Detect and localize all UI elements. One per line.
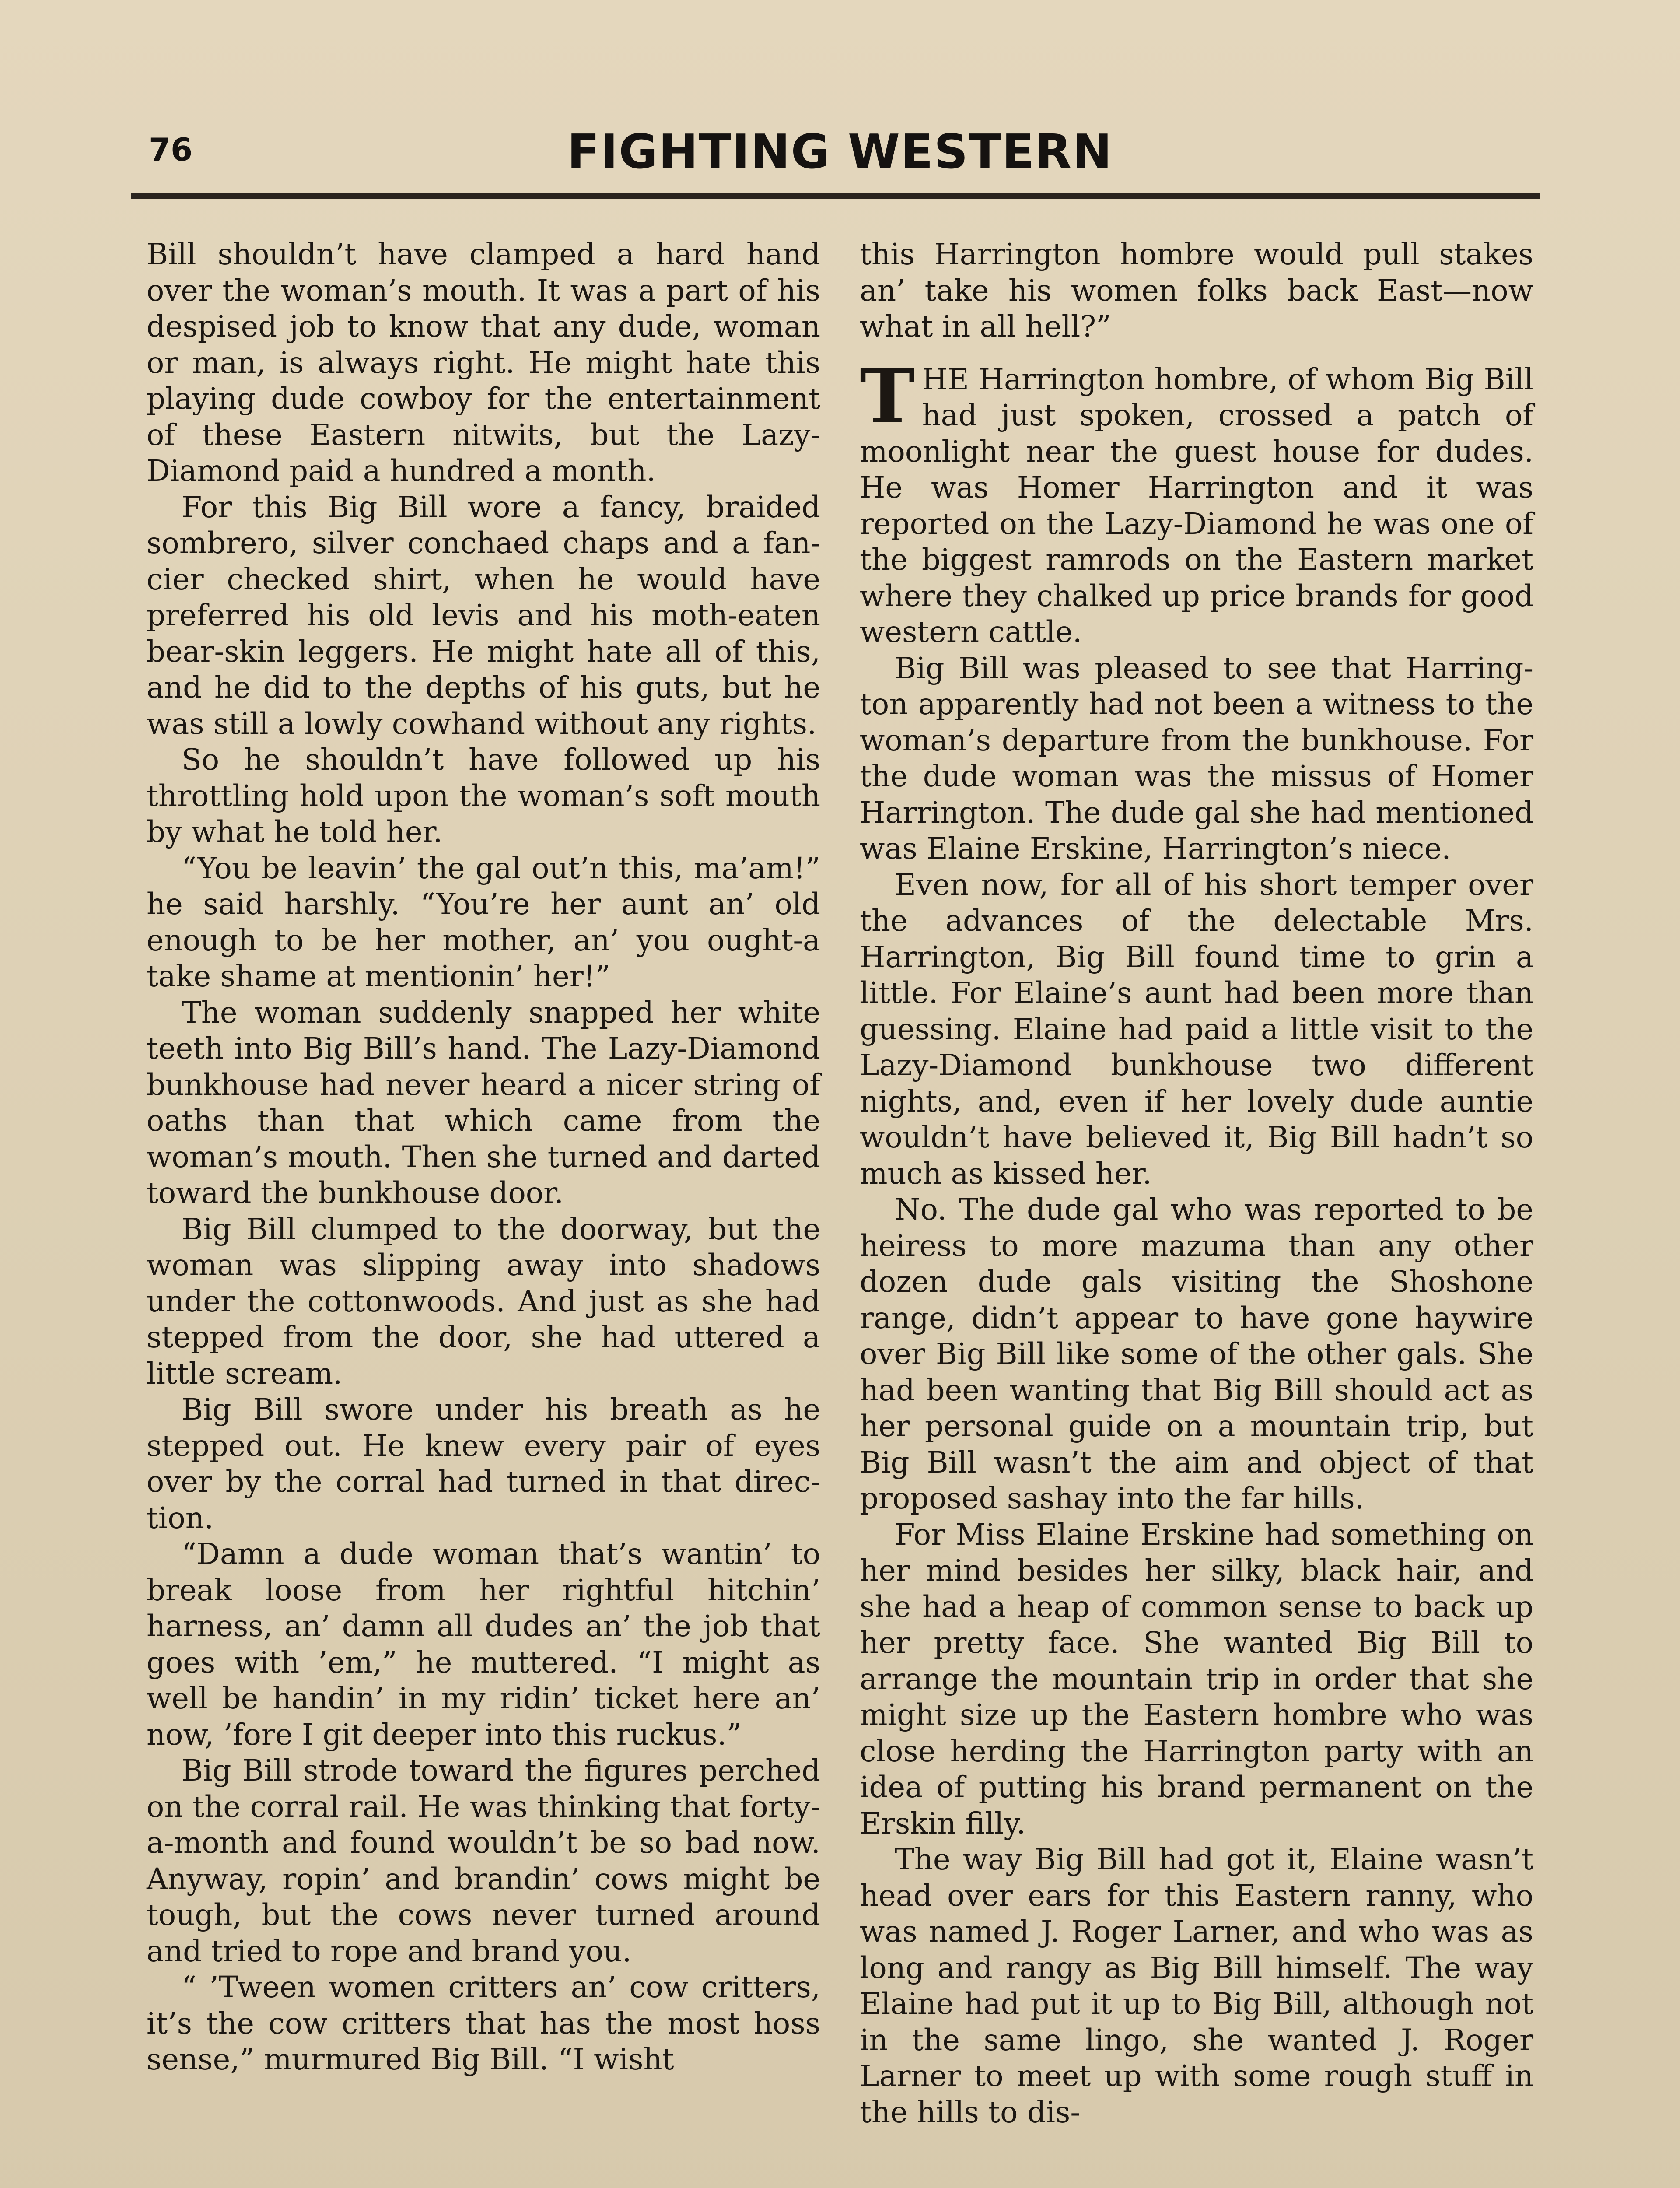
paragraph: “You be leavin’ the gal out’n this, ma’am!” he said harshly. “You’re her aunt an’ old enough to be her mother, an’ you ought-a take shame at mentionin’ her!” (147, 851, 820, 993)
paragraph: So he shouldn’t have followed up his throttling hold upon the woman’s soft mouth by what he told her. (147, 743, 820, 849)
paragraph: The way Big Bill had got it, Elaine wasn’t head over ears for this Eastern ranny, who was named J. Roger Larner, and who was as long and rangy as Big Bill himself. The way Elaine had put it up to Big Bill, although not in the same lingo, she wanted J. Roger Larner to meet up with some rough stuff in the hills to dis- (860, 1842, 1533, 2129)
paragraph: The woman suddenly snapped her white teeth into Big Bill’s hand. The Lazy-Diamond bunkhouse had never heard a nicer string of oaths than that which came from the woman’s mouth. Then she turned and darted toward the bunkhouse door. (147, 995, 820, 1210)
section-opening-text: HE Harrington hombre, of whom Big Bill had just spoken, crossed a patch of moonlight near the guest house for dudes. He was Homer Harrington and it was reported on the Lazy-Diamond he was one of the biggest ramrods on the Eastern market where they chalked up price brands for good western cattle. (860, 362, 1533, 649)
section-opening-paragraph (860, 352, 1533, 650)
right-column (860, 236, 1533, 2130)
page-number: 76 (149, 131, 193, 168)
paragraph: No. The dude gal who was reported to be heiress to more mazuma than any other dozen dude gals visiting the Shoshone range, didn’t appear to have gone haywire over Big Bill like some of the other gals. She had been wanting that Big Bill should act as her personal guide on a mountain trip, but Big Bill wasn’t the aim and object of that proposed sashay into the far hills. (860, 1192, 1533, 1515)
paragraph: Big Bill strode toward the figures perched on the corral rail. He was thinking that forty-a-month and found wouldn’t be so bad now. Anyway, ropin’ and brandin’ cows might be tough, but the cows never turned around and tried to rope and brand you. (147, 1753, 820, 1968)
continuation-paragraph: this Harrington hombre would pull stakes an’ take his women folks back East—now what in all hell?” (860, 237, 1533, 344)
paragraph: Big Bill swore under his breath as he stepped out. He knew every pair of eyes over by the corral had turned in that direction. (147, 1392, 820, 1535)
paragraph: Bill shouldn’t have clamped a hard hand over the woman’s mouth. It was a part of his despised job to know that any dude, woman or man, is always right. He might hate this playing dude cowboy for the entertainment of these Eastern nitwits, but the Lazy-Diamond paid a hundred a month. (147, 237, 820, 488)
paragraph: “ ’Tween women critters an’ cow critters, it’s the cow critters that has the most hoss sense,” murmured Big Bill. “I wisht (147, 1970, 820, 2076)
paragraph: Big Bill clumped to the doorway, but the woman was slipping away into shadows under the cottonwoods. And just as she had stepped from the door, she had uttered a little scream. (147, 1212, 820, 1391)
magazine-title: FIGHTING WESTERN (567, 125, 1113, 179)
drop-cap: T (860, 352, 915, 440)
paragraph: Even now, for all of his short temper over the advances of the delectable Mrs. Harrington, Big Bill found time to grin a little. For Elaine’s aunt had been more than guessing. Elaine had paid a little visit to the Lazy-Diamond bunkhouse two different nights, and, even if her lovely dude auntie wouldn’t have believed it, Big Bill hadn’t so much as kissed her. (860, 867, 1533, 1191)
paragraph: For Miss Elaine Erskine had something on her mind besides her silky, black hair, and she had a heap of common sense to back up her pretty face. She wanted Big Bill to arrange the mountain trip in order that she might size up the Eastern hombre who was close herding the Harrington party with an idea of putting his brand permanent on the Erskin filly. (860, 1517, 1533, 1841)
paragraph: “Damn a dude woman that’s wantin’ to break loose from her rightful hitchin’ harness, an’ damn all dudes an’ the job that goes with ’em,” he muttered. “I might as well be handin’ in my ridin’ ticket here an’ now, ’fore I git deeper into this ruckus.” (147, 1537, 820, 1752)
paragraph: For this Big Bill wore a fancy, braided sombrero, silver conchaed chaps and a fancier checked shirt, when he would have preferred his old levis and his moth-eaten bear-skin leggers. He might hate all of this, and he did to the depths of his guts, but he was still a lowly cowhand without any rights. (147, 490, 820, 741)
left-column (147, 236, 820, 2078)
paragraph: Big Bill was pleased to see that Harrington apparently had not been a witness to the woman’s departure from the bunkhouse. For the dude woman was the missus of Homer Harrington. The dude gal she had mentioned was Elaine Erskine, Harrington’s niece. (860, 651, 1533, 866)
header-rule (131, 193, 1540, 199)
